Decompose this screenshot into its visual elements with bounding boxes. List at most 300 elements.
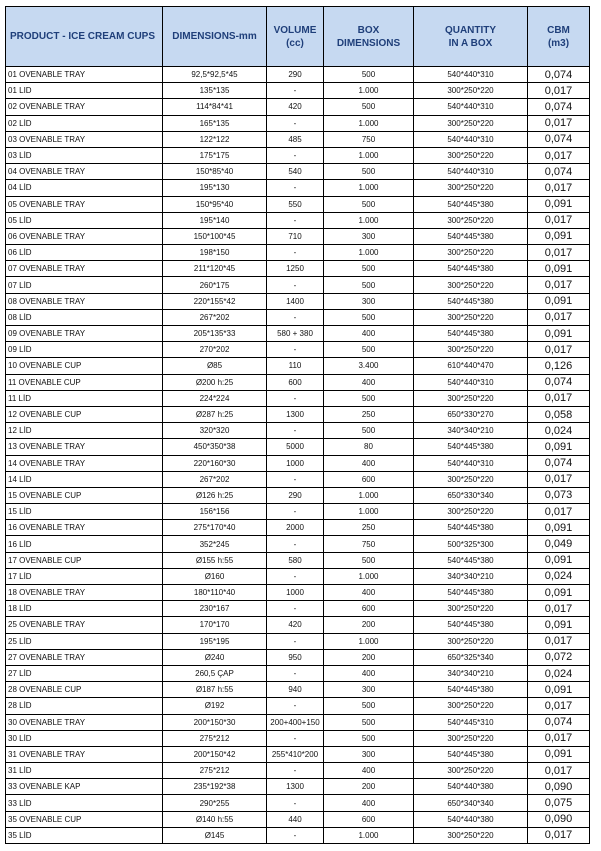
cbm-cell: 0,091 xyxy=(528,261,590,277)
product-cell: 12 OVENABLE CUP xyxy=(6,406,163,422)
cbm-cell: 0,017 xyxy=(528,471,590,487)
table-row xyxy=(6,601,590,617)
product-cell: 35 OVENABLE CUP xyxy=(6,811,163,827)
box-cell: 200 xyxy=(324,779,414,795)
dimensions-cell: 275*212 xyxy=(163,730,267,746)
volume-cell: - xyxy=(267,471,324,487)
quantity-cell: 300*250*220 xyxy=(414,212,528,228)
product-cell: 07 OVENABLE TRAY xyxy=(6,261,163,277)
cbm-cell: 0,074 xyxy=(528,131,590,147)
box-cell: 750 xyxy=(324,131,414,147)
dimensions-cell: Ø240 xyxy=(163,649,267,665)
box-cell: 200 xyxy=(324,617,414,633)
quantity-cell: 540*440*310 xyxy=(414,99,528,115)
dimensions-cell: 170*170 xyxy=(163,617,267,633)
table-row xyxy=(6,423,590,439)
quantity-cell: 540*445*380 xyxy=(414,552,528,568)
dimensions-cell: 195*140 xyxy=(163,212,267,228)
volume-cell: 1000 xyxy=(267,455,324,471)
volume-cell: 550 xyxy=(267,196,324,212)
quantity-cell: 300*250*220 xyxy=(414,601,528,617)
table-row xyxy=(6,795,590,811)
box-cell: 1.000 xyxy=(324,147,414,163)
table-row xyxy=(6,164,590,180)
product-table xyxy=(5,6,590,844)
cbm-cell: 0,017 xyxy=(528,245,590,261)
quantity-cell: 340*340*210 xyxy=(414,665,528,681)
quantity-cell: 540*445*380 xyxy=(414,326,528,342)
table-row xyxy=(6,277,590,293)
box-cell: 500 xyxy=(324,196,414,212)
cbm-cell: 0,017 xyxy=(528,827,590,843)
box-cell: 500 xyxy=(324,164,414,180)
quantity-cell: 540*445*380 xyxy=(414,520,528,536)
table-row xyxy=(6,196,590,212)
dimensions-cell: 211*120*45 xyxy=(163,261,267,277)
table-row xyxy=(6,99,590,115)
table-row xyxy=(6,617,590,633)
dimensions-cell: Ø160 xyxy=(163,568,267,584)
table-row xyxy=(6,406,590,422)
quantity-cell: 540*440*310 xyxy=(414,164,528,180)
volume-cell: 600 xyxy=(267,374,324,390)
product-cell: 04 LİD xyxy=(6,180,163,196)
quantity-cell: 300*250*220 xyxy=(414,342,528,358)
quantity-cell: 300*250*220 xyxy=(414,277,528,293)
dimensions-cell: 198*150 xyxy=(163,245,267,261)
box-cell: 1.000 xyxy=(324,115,414,131)
cbm-cell: 0,017 xyxy=(528,730,590,746)
box-cell: 300 xyxy=(324,228,414,244)
table-row xyxy=(6,374,590,390)
header-box-label-1: BOX xyxy=(357,24,380,36)
volume-cell: 200+400+150 xyxy=(267,714,324,730)
quantity-cell: 540*445*380 xyxy=(414,746,528,762)
dimensions-cell: 320*320 xyxy=(163,423,267,439)
quantity-cell: 650*325*340 xyxy=(414,649,528,665)
box-cell: 3.400 xyxy=(324,358,414,374)
cbm-cell: 0,017 xyxy=(528,504,590,520)
volume-cell: 420 xyxy=(267,617,324,633)
volume-cell: 420 xyxy=(267,99,324,115)
dimensions-cell: Ø187 h:55 xyxy=(163,682,267,698)
cbm-cell: 0,091 xyxy=(528,293,590,309)
product-cell: 25 LİD xyxy=(6,633,163,649)
quantity-cell: 610*440*470 xyxy=(414,358,528,374)
dimensions-cell: 150*95*40 xyxy=(163,196,267,212)
box-cell: 500 xyxy=(324,261,414,277)
product-cell: 02 OVENABLE TRAY xyxy=(6,99,163,115)
product-cell: 13 OVENABLE TRAY xyxy=(6,439,163,455)
cbm-cell: 0,024 xyxy=(528,665,590,681)
dimensions-cell: 260*175 xyxy=(163,277,267,293)
quantity-cell: 540*440*310 xyxy=(414,374,528,390)
dimensions-cell: Ø126 h:25 xyxy=(163,487,267,503)
dimensions-cell: Ø145 xyxy=(163,827,267,843)
cbm-cell: 0,017 xyxy=(528,763,590,779)
cbm-cell: 0,017 xyxy=(528,277,590,293)
box-cell: 400 xyxy=(324,795,414,811)
dimensions-cell: Ø140 h:55 xyxy=(163,811,267,827)
table-row xyxy=(6,115,590,131)
cbm-cell: 0,017 xyxy=(528,147,590,163)
quantity-cell: 540*445*380 xyxy=(414,293,528,309)
box-cell: 500 xyxy=(324,309,414,325)
box-cell: 500 xyxy=(324,698,414,714)
dimensions-cell: 290*255 xyxy=(163,795,267,811)
table-row xyxy=(6,585,590,601)
product-cell: 16 LİD xyxy=(6,536,163,552)
table-row xyxy=(6,147,590,163)
dimensions-cell: Ø85 xyxy=(163,358,267,374)
box-cell: 300 xyxy=(324,682,414,698)
cbm-cell: 0,017 xyxy=(528,698,590,714)
box-cell: 200 xyxy=(324,649,414,665)
quantity-cell: 300*250*220 xyxy=(414,471,528,487)
cbm-cell: 0,091 xyxy=(528,552,590,568)
table-row xyxy=(6,228,590,244)
table-row xyxy=(6,471,590,487)
quantity-cell: 540*440*310 xyxy=(414,131,528,147)
table-row xyxy=(6,520,590,536)
table-row xyxy=(6,309,590,325)
header-cbm-unit: (m3) xyxy=(547,37,570,49)
header-dimensions-label: DIMENSIONS-mm xyxy=(172,31,257,42)
header-cbm-label: CBM xyxy=(547,24,570,36)
header-product xyxy=(6,7,163,67)
box-cell: 400 xyxy=(324,763,414,779)
product-cell: 17 OVENABLE CUP xyxy=(6,552,163,568)
quantity-cell: 340*340*210 xyxy=(414,568,528,584)
product-table-container xyxy=(5,6,590,844)
box-cell: 400 xyxy=(324,374,414,390)
cbm-cell: 0,091 xyxy=(528,746,590,762)
cbm-cell: 0,058 xyxy=(528,406,590,422)
cbm-cell: 0,017 xyxy=(528,309,590,325)
volume-cell: 580 + 380 xyxy=(267,326,324,342)
product-cell: 27 OVENABLE TRAY xyxy=(6,649,163,665)
product-cell: 17 LİD xyxy=(6,568,163,584)
box-cell: 600 xyxy=(324,601,414,617)
volume-cell: 1300 xyxy=(267,779,324,795)
table-row xyxy=(6,633,590,649)
quantity-cell: 540*445*380 xyxy=(414,682,528,698)
cbm-cell: 0,049 xyxy=(528,536,590,552)
box-cell: 1.000 xyxy=(324,212,414,228)
product-cell: 33 LİD xyxy=(6,795,163,811)
quantity-cell: 540*445*380 xyxy=(414,228,528,244)
quantity-cell: 540*445*380 xyxy=(414,196,528,212)
cbm-cell: 0,017 xyxy=(528,601,590,617)
dimensions-cell: 200*150*42 xyxy=(163,746,267,762)
volume-cell: - xyxy=(267,180,324,196)
product-cell: 08 OVENABLE TRAY xyxy=(6,293,163,309)
dimensions-cell: 270*202 xyxy=(163,342,267,358)
dimensions-cell: 156*156 xyxy=(163,504,267,520)
quantity-cell: 300*250*220 xyxy=(414,504,528,520)
volume-cell: - xyxy=(267,633,324,649)
box-cell: 1.000 xyxy=(324,568,414,584)
cbm-cell: 0,090 xyxy=(528,779,590,795)
quantity-cell: 540*445*310 xyxy=(414,714,528,730)
volume-cell: 1000 xyxy=(267,585,324,601)
dimensions-cell: 450*350*38 xyxy=(163,439,267,455)
dimensions-cell: 150*100*45 xyxy=(163,228,267,244)
dimensions-cell: 180*110*40 xyxy=(163,585,267,601)
header-volume-label: VOLUME xyxy=(273,24,317,36)
header-row xyxy=(6,7,590,67)
product-cell: 04 OVENABLE TRAY xyxy=(6,164,163,180)
box-cell: 250 xyxy=(324,520,414,536)
quantity-cell: 300*250*220 xyxy=(414,115,528,131)
table-row xyxy=(6,763,590,779)
product-cell: 28 OVENABLE CUP xyxy=(6,682,163,698)
quantity-cell: 540*440*380 xyxy=(414,779,528,795)
volume-cell: 940 xyxy=(267,682,324,698)
box-cell: 500 xyxy=(324,714,414,730)
quantity-cell: 300*250*220 xyxy=(414,698,528,714)
product-cell: 25 OVENABLE TRAY xyxy=(6,617,163,633)
volume-cell: - xyxy=(267,827,324,843)
box-cell: 300 xyxy=(324,293,414,309)
dimensions-cell: 114*84*41 xyxy=(163,99,267,115)
dimensions-cell: 260,5 ÇAP xyxy=(163,665,267,681)
product-cell: 18 LİD xyxy=(6,601,163,617)
volume-cell: 440 xyxy=(267,811,324,827)
volume-cell: - xyxy=(267,277,324,293)
cbm-cell: 0,075 xyxy=(528,795,590,811)
volume-cell: - xyxy=(267,601,324,617)
table-row xyxy=(6,536,590,552)
quantity-cell: 300*250*220 xyxy=(414,245,528,261)
cbm-cell: 0,074 xyxy=(528,455,590,471)
cbm-cell: 0,074 xyxy=(528,67,590,83)
volume-cell: 255*410*200 xyxy=(267,746,324,762)
quantity-cell: 300*250*220 xyxy=(414,390,528,406)
product-cell: 02 LİD xyxy=(6,115,163,131)
product-cell: 12 LİD xyxy=(6,423,163,439)
table-row xyxy=(6,665,590,681)
volume-cell: 710 xyxy=(267,228,324,244)
volume-cell: 290 xyxy=(267,487,324,503)
volume-cell: - xyxy=(267,795,324,811)
dimensions-cell: 150*85*40 xyxy=(163,164,267,180)
volume-cell: - xyxy=(267,730,324,746)
table-row xyxy=(6,649,590,665)
dimensions-cell: Ø200 h:25 xyxy=(163,374,267,390)
volume-cell: - xyxy=(267,504,324,520)
product-cell: 06 OVENABLE TRAY xyxy=(6,228,163,244)
table-row xyxy=(6,811,590,827)
box-cell: 1.000 xyxy=(324,83,414,99)
cbm-cell: 0,091 xyxy=(528,617,590,633)
product-cell: 30 LİD xyxy=(6,730,163,746)
volume-cell: 1250 xyxy=(267,261,324,277)
table-row xyxy=(6,439,590,455)
table-row xyxy=(6,83,590,99)
cbm-cell: 0,017 xyxy=(528,115,590,131)
box-cell: 500 xyxy=(324,277,414,293)
box-cell: 400 xyxy=(324,326,414,342)
dimensions-cell: Ø192 xyxy=(163,698,267,714)
table-row xyxy=(6,455,590,471)
cbm-cell: 0,091 xyxy=(528,682,590,698)
table-row xyxy=(6,714,590,730)
quantity-cell: 540*445*380 xyxy=(414,585,528,601)
product-cell: 09 OVENABLE TRAY xyxy=(6,326,163,342)
quantity-cell: 500*325*300 xyxy=(414,536,528,552)
quantity-cell: 540*440*310 xyxy=(414,455,528,471)
dimensions-cell: 352*245 xyxy=(163,536,267,552)
cbm-cell: 0,074 xyxy=(528,374,590,390)
header-quantity-label-2: IN A BOX xyxy=(448,37,493,49)
dimensions-cell: Ø155 h:55 xyxy=(163,552,267,568)
header-quantity xyxy=(414,7,528,67)
header-volume xyxy=(267,7,324,67)
volume-cell: - xyxy=(267,245,324,261)
product-cell: 09 LİD xyxy=(6,342,163,358)
product-cell: 06 LİD xyxy=(6,245,163,261)
product-cell: 28 LİD xyxy=(6,698,163,714)
box-cell: 1.000 xyxy=(324,487,414,503)
product-cell: 05 OVENABLE TRAY xyxy=(6,196,163,212)
dimensions-cell: 200*150*30 xyxy=(163,714,267,730)
quantity-cell: 540*445*380 xyxy=(414,617,528,633)
table-row xyxy=(6,67,590,83)
cbm-cell: 0,017 xyxy=(528,633,590,649)
volume-cell: 110 xyxy=(267,358,324,374)
table-row xyxy=(6,131,590,147)
dimensions-cell: Ø287 h:25 xyxy=(163,406,267,422)
box-cell: 1.000 xyxy=(324,827,414,843)
product-cell: 14 OVENABLE TRAY xyxy=(6,455,163,471)
table-row xyxy=(6,552,590,568)
product-cell: 08 LİD xyxy=(6,309,163,325)
dimensions-cell: 275*212 xyxy=(163,763,267,779)
volume-cell: - xyxy=(267,309,324,325)
box-cell: 500 xyxy=(324,99,414,115)
volume-cell: 485 xyxy=(267,131,324,147)
table-row xyxy=(6,180,590,196)
cbm-cell: 0,091 xyxy=(528,196,590,212)
volume-cell: 950 xyxy=(267,649,324,665)
table-row xyxy=(6,682,590,698)
dimensions-cell: 205*135*33 xyxy=(163,326,267,342)
table-row xyxy=(6,326,590,342)
quantity-cell: 540*440*310 xyxy=(414,67,528,83)
dimensions-cell: 220*160*30 xyxy=(163,455,267,471)
quantity-cell: 300*250*220 xyxy=(414,763,528,779)
cbm-cell: 0,090 xyxy=(528,811,590,827)
dimensions-cell: 175*175 xyxy=(163,147,267,163)
dimensions-cell: 92,5*92,5*45 xyxy=(163,67,267,83)
box-cell: 500 xyxy=(324,423,414,439)
volume-cell: 2000 xyxy=(267,520,324,536)
dimensions-cell: 195*130 xyxy=(163,180,267,196)
cbm-cell: 0,126 xyxy=(528,358,590,374)
box-cell: 400 xyxy=(324,585,414,601)
cbm-cell: 0,074 xyxy=(528,99,590,115)
cbm-cell: 0,017 xyxy=(528,180,590,196)
product-cell: 11 LİD xyxy=(6,390,163,406)
quantity-cell: 300*250*220 xyxy=(414,309,528,325)
cbm-cell: 0,091 xyxy=(528,439,590,455)
volume-cell: - xyxy=(267,115,324,131)
product-cell: 16 OVENABLE TRAY xyxy=(6,520,163,536)
dimensions-cell: 220*155*42 xyxy=(163,293,267,309)
cbm-cell: 0,072 xyxy=(528,649,590,665)
quantity-cell: 300*250*220 xyxy=(414,180,528,196)
cbm-cell: 0,091 xyxy=(528,520,590,536)
table-row xyxy=(6,293,590,309)
product-cell: 14 LİD xyxy=(6,471,163,487)
table-row xyxy=(6,779,590,795)
quantity-cell: 300*250*220 xyxy=(414,83,528,99)
box-cell: 500 xyxy=(324,342,414,358)
box-cell: 1.000 xyxy=(324,504,414,520)
cbm-cell: 0,074 xyxy=(528,164,590,180)
volume-cell: 1400 xyxy=(267,293,324,309)
product-cell: 15 OVENABLE CUP xyxy=(6,487,163,503)
box-cell: 1.000 xyxy=(324,245,414,261)
product-cell: 31 OVENABLE TRAY xyxy=(6,746,163,762)
quantity-cell: 300*250*220 xyxy=(414,147,528,163)
dimensions-cell: 275*170*40 xyxy=(163,520,267,536)
dimensions-cell: 122*122 xyxy=(163,131,267,147)
cbm-cell: 0,024 xyxy=(528,423,590,439)
quantity-cell: 650*330*340 xyxy=(414,487,528,503)
quantity-cell: 540*445*380 xyxy=(414,261,528,277)
dimensions-cell: 235*192*38 xyxy=(163,779,267,795)
quantity-cell: 650*340*340 xyxy=(414,795,528,811)
header-volume-unit: (cc) xyxy=(286,37,304,49)
dimensions-cell: 224*224 xyxy=(163,390,267,406)
product-cell: 35 LİD xyxy=(6,827,163,843)
box-cell: 400 xyxy=(324,665,414,681)
volume-cell: - xyxy=(267,212,324,228)
volume-cell: - xyxy=(267,568,324,584)
box-cell: 250 xyxy=(324,406,414,422)
box-cell: 600 xyxy=(324,811,414,827)
volume-cell: - xyxy=(267,665,324,681)
cbm-cell: 0,024 xyxy=(528,568,590,584)
volume-cell: - xyxy=(267,83,324,99)
box-cell: 500 xyxy=(324,730,414,746)
cbm-cell: 0,017 xyxy=(528,83,590,99)
product-cell: 05 LİD xyxy=(6,212,163,228)
quantity-cell: 650*330*270 xyxy=(414,406,528,422)
table-row xyxy=(6,358,590,374)
quantity-cell: 300*250*220 xyxy=(414,827,528,843)
volume-cell: 540 xyxy=(267,164,324,180)
volume-cell: - xyxy=(267,147,324,163)
table-row xyxy=(6,827,590,843)
product-cell: 01 OVENABLE TRAY xyxy=(6,67,163,83)
product-cell: 10 OVENABLE CUP xyxy=(6,358,163,374)
product-cell: 31 LİD xyxy=(6,763,163,779)
product-cell: 18 OVENABLE TRAY xyxy=(6,585,163,601)
cbm-cell: 0,091 xyxy=(528,326,590,342)
cbm-cell: 0,017 xyxy=(528,342,590,358)
table-body xyxy=(6,67,590,844)
dimensions-cell: 230*167 xyxy=(163,601,267,617)
table-row xyxy=(6,730,590,746)
table-row xyxy=(6,342,590,358)
cbm-cell: 0,091 xyxy=(528,585,590,601)
cbm-cell: 0,073 xyxy=(528,487,590,503)
dimensions-cell: 267*202 xyxy=(163,309,267,325)
table-row xyxy=(6,746,590,762)
